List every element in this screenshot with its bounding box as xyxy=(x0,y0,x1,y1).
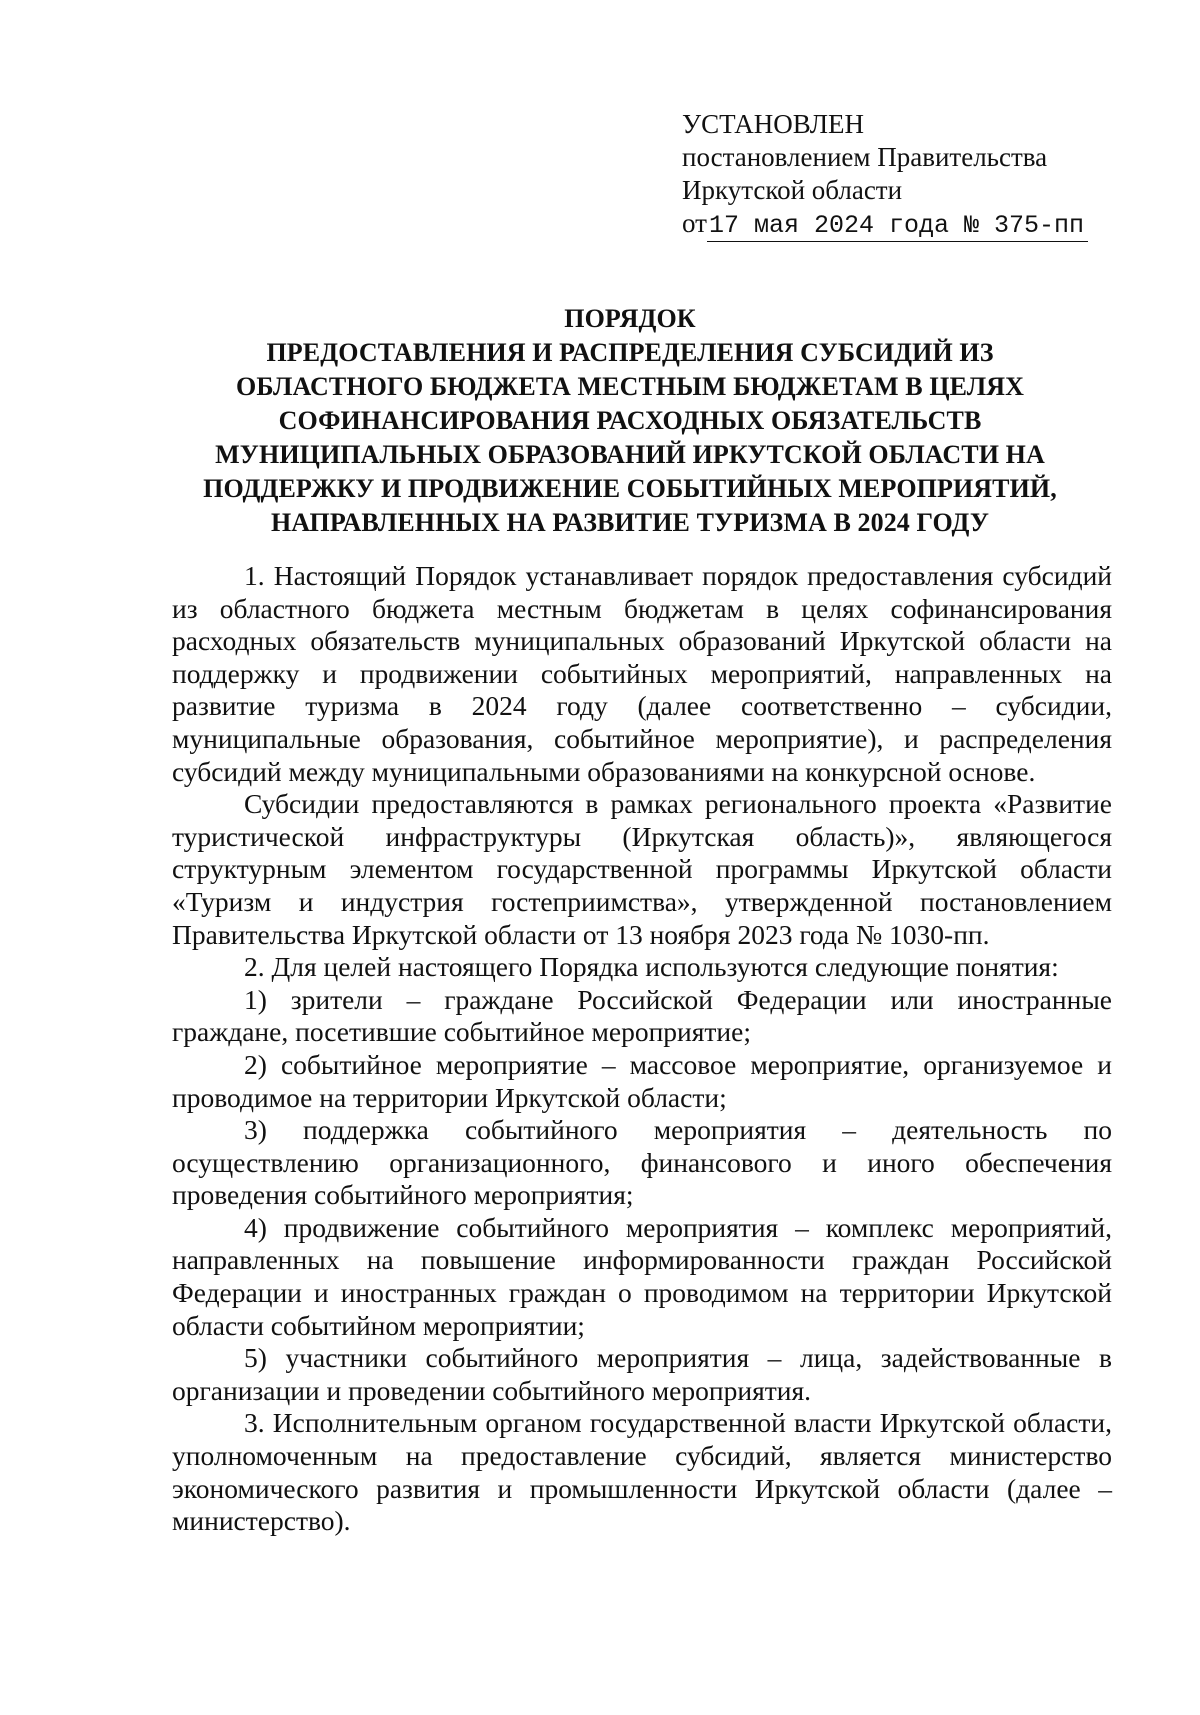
definition-5: 5) участники событийного мероприятия – лица, задействованные в организации и проведении событийного мероприятия. xyxy=(172,1342,1112,1406)
paragraph-3: 2. Для целей настоящего Порядка используются следующие понятия: xyxy=(244,951,1059,983)
paragraph-4: 3. Исполнительным органом государственной власти Иркутской области, уполномоченным на предоставление субсидий, является министерство экономического развития и промышленности Иркутской области (далее – министерство). xyxy=(172,1407,1112,1537)
document-title xyxy=(170,302,1090,540)
approval-stamp xyxy=(682,108,1122,242)
definition-4: 4) продвижение событийного мероприятия – комплекс мероприятий, направленных на повышение информированности граждан Российской Федерации и иностранных граждан о проводимом на территории Иркутской области событийном мероприятии; xyxy=(172,1211,1112,1341)
title-line-2: ПРЕДОСТАВЛЕНИЯ И РАСПРЕДЕЛЕНИЯ СУБСИДИЙ ИЗ xyxy=(266,338,994,367)
approval-heading: УСТАНОВЛЕН xyxy=(682,109,865,139)
paragraph-2: Субсидии предоставляются в рамках регионального проекта «Развитие туристической инфраструктуры (Иркутская область)», являющегося структурным элементом государственной программы Иркутской области «Туризм и индустрия гостеприимства», утвержденной постановлением Правительства Иркутской области от 13 ноября 2023 года № 1030-пп. xyxy=(172,788,1112,950)
approval-issuer: постановлением Правительства xyxy=(682,142,1048,172)
title-line-3: ОБЛАСТНОГО БЮДЖЕТА МЕСТНЫМ БЮДЖЕТАМ В ЦЕЛЯХ xyxy=(236,372,1024,401)
approval-date-value: 17 мая 2024 года № 375-пп xyxy=(707,211,1088,242)
approval-region: Иркутской области xyxy=(682,175,903,205)
title-line-6: ПОДДЕРЖКУ И ПРОДВИЖЕНИЕ СОБЫТИЙНЫХ МЕРОПРИЯТИЙ, xyxy=(203,474,1057,503)
approval-date-prefix: от xyxy=(682,208,707,238)
definition-3: 3) поддержка событийного мероприятия – деятельность по осуществлению организационного, финансового и иного обеспечения проведения событийного мероприятия; xyxy=(172,1114,1112,1211)
title-line-4: СОФИНАНСИРОВАНИЯ РАСХОДНЫХ ОБЯЗАТЕЛЬСТВ xyxy=(278,406,982,435)
title-line-5: МУНИЦИПАЛЬНЫХ ОБРАЗОВАНИЙ ИРКУТСКОЙ ОБЛАСТИ НА xyxy=(215,440,1045,469)
definition-1: 1) зрители – граждане Российской Федерации или иностранные граждане, посетившие событийное мероприятие; xyxy=(172,983,1112,1048)
document-body xyxy=(172,560,1112,1538)
definition-2: 2) событийное мероприятие – массовое мероприятие, организуемое и проводимое на территории Иркутской области; xyxy=(172,1048,1112,1113)
title-line-7: НАПРАВЛЕННЫХ НА РАЗВИТИЕ ТУРИЗМА В 2024 ГОДУ xyxy=(270,508,990,537)
title-line-1: ПОРЯДОК xyxy=(564,304,696,333)
paragraph-1: 1. Настоящий Порядок устанавливает порядок предоставления субсидий из областного бюджета местным бюджетам в целях софинансирования расходных обязательств муниципальных образований Иркутской области на поддержку и продвижении событийных мероприятий, направленных на развитие туризма в 2024 году (далее соответственно – субсидии, муниципальные образования, событийное мероприятие), и распределения субсидий между муниципальными образованиями на конкурсной основе. xyxy=(172,560,1112,787)
approval-date-line xyxy=(682,207,1122,242)
